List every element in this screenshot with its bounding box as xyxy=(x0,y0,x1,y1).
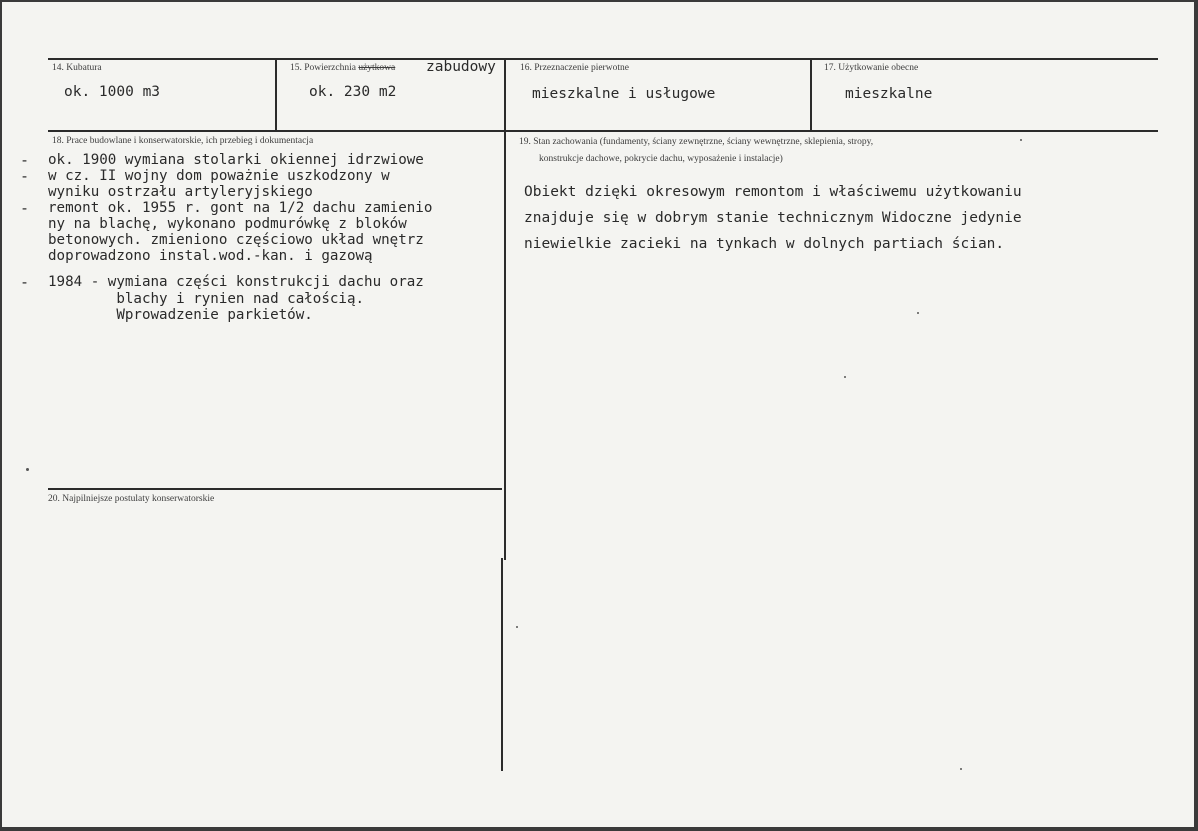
powierzchnia-label-correction: zabudowy xyxy=(426,59,496,75)
section18-bottom-rule xyxy=(48,488,502,490)
row1-bottom-rule xyxy=(48,130,1158,132)
uzytkowanie-label: 17. Użytkowanie obecne xyxy=(824,63,919,73)
uzytkowanie-value: mieszkalne xyxy=(845,86,933,102)
work-line: w cz. II wojny dom poważnie uszkodzony w xyxy=(48,168,390,184)
list-dash: - xyxy=(20,199,30,217)
stan-zachowania-label-cont: konstrukcje dachowe, pokrycie dachu, wyposażenie i instalacje) xyxy=(539,154,783,164)
list-dash: - xyxy=(20,167,30,185)
work-line: 1984 - wymiana części konstrukcji dachu oraz xyxy=(48,274,424,290)
work-line: remont ok. 1955 r. gont na 1/2 dachu zamienio xyxy=(48,200,433,216)
scan-speck xyxy=(1020,139,1022,141)
powierzchnia-label-struck: użytkowa xyxy=(358,63,396,73)
scan-speck xyxy=(960,768,962,770)
list-dash: - xyxy=(20,273,30,291)
kubatura-value: ok. 1000 m3 xyxy=(64,84,161,100)
scan-speck xyxy=(516,626,518,628)
przeznaczenie-label: 16. Przeznaczenie pierwotne xyxy=(520,63,629,73)
work-line: blachy i rynien nad całością. xyxy=(48,291,365,307)
scan-speck xyxy=(26,468,29,471)
work-line: wyniku ostrzału artyleryjskiego xyxy=(48,184,313,200)
postulaty-label: 20. Najpilniejsze postulaty konserwatorskie xyxy=(48,494,215,504)
scan-speck xyxy=(917,312,919,314)
main-vertical-divider-lower xyxy=(501,558,503,771)
work-line: doprowadzono instal.wod.-kan. i gazową xyxy=(48,248,373,264)
main-vertical-divider xyxy=(504,58,506,560)
condition-line: znajduje się w dobrym stanie technicznym Widoczne jedynie xyxy=(524,210,1022,226)
powierzchnia-value: ok. 230 m2 xyxy=(309,84,397,100)
powierzchnia-label xyxy=(290,62,395,74)
stan-zachowania-label: 19. Stan zachowania (fundamenty, ściany zewnętrzne, ściany wewnętrzne, sklepienia, stropy, xyxy=(519,137,874,147)
work-line: betonowych. zmieniono częściowo układ wnętrz xyxy=(48,232,424,248)
list-dash: - xyxy=(20,151,30,169)
work-line: Wprowadzenie parkietów. xyxy=(48,307,313,323)
row1-divider-3 xyxy=(810,58,812,131)
work-line: ny na blachę, wykonano podmurówkę z bloków xyxy=(48,216,407,232)
top-rule xyxy=(48,58,1158,60)
condition-line: niewielkie zacieki na tynkach w dolnych partiach ścian. xyxy=(524,236,1005,252)
powierzchnia-label-prefix: 15. Powierzchnia xyxy=(290,63,356,73)
kubatura-label: 14. Kubatura xyxy=(52,63,102,73)
przeznaczenie-value: mieszkalne i usługowe xyxy=(532,86,716,102)
row1-divider-1 xyxy=(275,58,277,131)
scan-speck xyxy=(844,376,846,378)
condition-line: Obiekt dzięki okresowym remontom i właściwemu użytkowaniu xyxy=(524,184,1022,200)
work-line: ok. 1900 wymiana stolarki okiennej idrzwiowe xyxy=(48,152,424,168)
prace-budowlane-label: 18. Prace budowlane i konserwatorskie, ich przebieg i dokumentacja xyxy=(52,136,314,146)
